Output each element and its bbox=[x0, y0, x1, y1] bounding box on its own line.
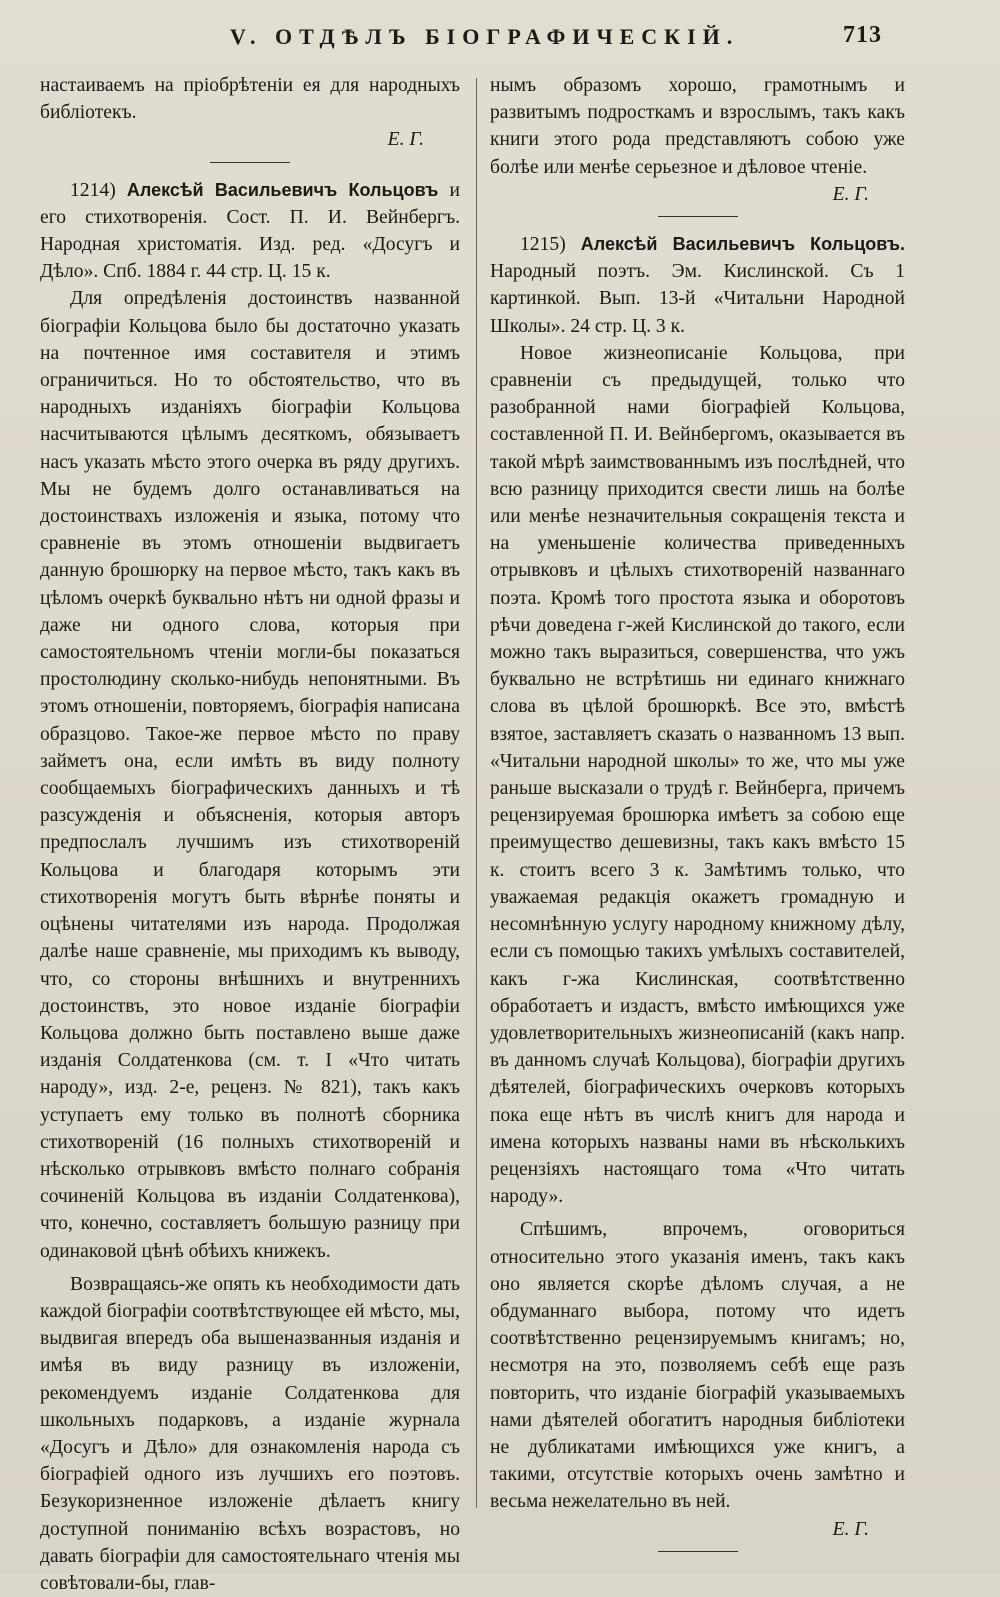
column-divider bbox=[476, 78, 477, 1508]
entry-bibliography: Народный поэтъ. Эм. Кислинской. Съ 1 картинкой. Вып. 13-й «Читальни Народной Школы». 24 стр. Ц. 3 к. bbox=[490, 261, 905, 337]
page-header bbox=[0, 18, 1000, 58]
entry-heading-1214 bbox=[40, 177, 460, 286]
signature: Е. Г. bbox=[387, 129, 424, 151]
entry-number: 1215) bbox=[520, 234, 566, 256]
review-paragraph: Новое жизнеописаніе Кольцова, при сравненіи съ предыдущей, только что разобранной нами біографіей Кольцова, составленной П. И. Вейнбергомъ, оказывается въ такой мѣрѣ заимствованнымъ изъ послѣдней, что всю разницу приходится свести лишь на болѣе или менѣе незначительныя сокращенія текста и на уменьшеніе количества приведенныхъ отрывковъ и цѣлыхъ стихотвореній названнаго поэта. Кромѣ того простота языка и оборотовъ рѣчи доведена г-жей Кислинской до такого, если можно такъ выразиться, совершенства, что ужъ буквально не встрѣтишь ни единаго книжнаго слова въ цѣлой брошюркѣ. Все это, вмѣстѣ взятое, заставляетъ сказать о названномъ 13 вып. «Читальни народной школы» то же, что мы уже раньше высказали о трудѣ г. Вейнберга, причемъ рецензируемая брошюрка имѣетъ за собою еще преимущество дешевизны, такъ какъ вмѣсто 15 к. стоитъ всего 3 к. Замѣтимъ только, что уважаемая редакція окажетъ громадную и несомнѣнную услугу народному книжному дѣлу, если съ помощью такихъ умѣлыхъ составителей, какъ г-жа Кислинская, соотвѣтственно обработаетъ и издастъ, вмѣсто имѣющихся уже удовлетворительныхъ жизнеописаній (какъ напр. въ данномъ случаѣ Кольцова), біографіи другихъ дѣятелей, біографическихъ очерковъ которыхъ пока еще нѣтъ въ числѣ книгъ для народа и имена которыхъ названы нами въ нѣсколькихъ рецензіяхъ настоящаго тома «Что читать народу». bbox=[490, 342, 905, 1208]
entry-title: Алексѣй Васильевичъ Кольцовъ bbox=[126, 179, 439, 200]
entry-number: 1214) bbox=[70, 179, 116, 201]
entry-bibliography: и его стихотворенія. Сост. П. И. Вейнбергъ. Народная христоматія. Изд. ред. «Досугъ и Дѣло». Спб. 1884 г. 44 стр. Ц. 15 к. bbox=[40, 179, 460, 283]
review-paragraph: Спѣшимъ, впрочемъ, оговориться относительно этого указанія именъ, такъ какъ оно является скорѣе дѣломъ случая, а не обдуманнаго выбора, потому что идетъ соотвѣтственно рецензируемымъ книгамъ; но, несмотря на это, позволяемъ себѣ еще разъ повторить, что изданіе біографій указываемыхъ нами дѣятелей обогатитъ народныя библіотеки не дубликатами имѣющихся уже книгъ, а такими, отсутствіе которыхъ очень замѣтно и весьма нежелательно въ ней. bbox=[490, 1219, 905, 1513]
entry-heading-1215 bbox=[490, 231, 905, 340]
section-rule bbox=[210, 162, 290, 163]
right-column bbox=[490, 72, 905, 1566]
signature: Е. Г. bbox=[832, 1518, 869, 1540]
page-number: 713 bbox=[843, 22, 882, 48]
signature: Е. Г. bbox=[832, 183, 869, 205]
running-title: V. ОТДѢЛЪ БІОГРАФИЧЕСКІЙ. bbox=[230, 24, 740, 49]
section-rule bbox=[658, 216, 738, 217]
review-paragraph: Для опредѣленія достоинствъ названной біографіи Кольцова было бы достаточно указать на почтенное имя составителя и этимъ ограничиться. Но то обстоятельство, что въ народныхъ изданіяхъ біографіи Кольцова насчитываются цѣлымъ десяткомъ, обязываетъ насъ указать мѣсто этого очерка въ ряду другихъ. Мы не будемъ долго останавливаться на достоинствахъ изложенія и языка, потому что сравненіе въ этомъ отношеніи выдвигаетъ данную брошюрку на первое мѣсто, такъ какъ въ цѣломъ очеркѣ буквально нѣтъ ни одной фразы и даже ни одного слова, которыя при самостоятельномъ чтеніи могли-бы показаться простолюдину сколько-нибудь непонятными. Въ этомъ отношеніи, повторяемъ, біографія написана образцово. Такое-же первое мѣсто по праву займетъ она, если имѣть въ виду полноту сообщаемыхъ біографическихъ данныхъ и тѣ разсужденія и объясненія, которыя авторъ предпослалъ лучшимъ изъ стихотвореній Кольцова и благодаря которымъ эти стихотворенія могутъ быть вѣрнѣе поняты и оцѣнены читателями изъ народа. Продолжая далѣе наше сравненіе, мы приходимъ къ выводу, что, со стороны внѣшнихъ и внутреннихъ достоинствъ, это новое изданіе біографіи Кольцова должно быть поставлено выше даже изданія Солдатенкова (см. т. I «Что читать народу», изд. 2-е, реценз. № 821), такъ какъ уступаетъ ему только въ полнотѣ сборника стихотвореній (16 полныхъ стихотвореній и нѣсколько отрывковъ вмѣсто полнаго собранія сочиненій Кольцова въ изданіи Солдатенкова), что, конечно, составляетъ большую разницу при одинаковой цѣнѣ обѣихъ книжекъ. bbox=[40, 288, 460, 1262]
continued-text: настаиваемъ на пріобрѣтеніи ея для народныхъ библіотекъ. bbox=[40, 75, 460, 124]
entry-title: Алексѣй Васильевичъ Кольцовъ. bbox=[580, 234, 905, 255]
continued-text: нымъ образомъ хорошо, грамотнымъ и развитымъ подросткамъ и взрослымъ, такъ какъ книги этого рода представляютъ собою уже болѣе или менѣе серьезное и дѣловое чтеніе. bbox=[490, 75, 905, 178]
section-rule bbox=[658, 1551, 738, 1552]
review-paragraph: Возвращаясь-же опять къ необходимости дать каждой біографіи соотвѣтствующее ей мѣсто, мы, выдвигая впередъ оба вышеназванныя изданія и имѣя въ виду разницу въ изложеніи, рекомендуемъ изданіе Солдатенкова для школьныхъ подарковъ, а изданіе журнала «Досугъ и Дѣло» для ознакомленія народа съ біографіей одного изъ лучшихъ его поэтовъ. Безукоризненное изложеніе дѣлаетъ книгу доступной пониманію всѣхъ возрастовъ, но давать біографіи для самостоятельнаго чтенія мы совѣтовали-бы, глав- bbox=[40, 1273, 460, 1594]
left-column bbox=[40, 72, 460, 1597]
